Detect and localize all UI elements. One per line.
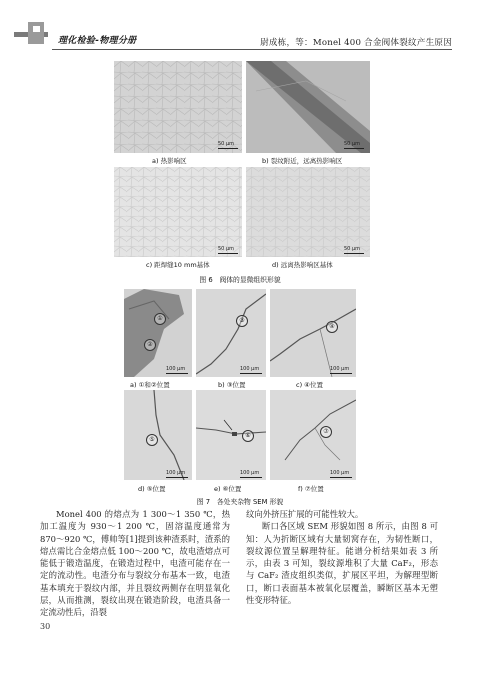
marker-5: ⑤ xyxy=(146,434,158,446)
sem-image xyxy=(196,390,266,480)
fig7-a-scalebar: 100 μm xyxy=(166,366,188,374)
fig7-f-caption: f) ⑦位置 xyxy=(298,485,324,493)
left-column xyxy=(40,508,230,619)
header-rule xyxy=(52,49,452,50)
fig6-panel-c xyxy=(114,167,242,257)
fig6-panel-a xyxy=(114,61,242,153)
fig7-c-scalebar: 100 μm xyxy=(330,366,352,374)
fig7-panel-b xyxy=(196,289,266,377)
fig6-a-scalebar: 50 μm xyxy=(218,141,238,149)
micrograph-image xyxy=(246,61,370,153)
micrograph-image xyxy=(246,167,370,257)
fig7-panel-c xyxy=(270,289,356,377)
fig7-panel-f xyxy=(270,390,356,480)
fig7-f-scalebar: 100 μm xyxy=(330,470,352,478)
sem-image xyxy=(270,289,356,377)
fig7-panel-d xyxy=(124,390,192,480)
fig6-b-caption: b) 裂纹附近，远离热影响区 xyxy=(262,157,343,165)
fig7-panel-e xyxy=(196,390,266,480)
right-continuation: 纹向外挤压扩展的可能性较大。 xyxy=(246,509,364,519)
fig6-c-caption: c) 距焊缝10 mm基体 xyxy=(146,261,210,269)
marker-6: ⑥ xyxy=(242,430,254,442)
sem-image xyxy=(196,289,266,377)
fig7-d-caption: d) ⑤位置 xyxy=(138,485,166,493)
running-head: 尉成栋，等：Monel 400 合金阀体裂纹产生原因 xyxy=(260,38,452,48)
fig7-c-caption: c) ④位置 xyxy=(296,381,324,389)
journal-logo-icon xyxy=(14,22,54,44)
left-paragraph: Monel 400 的熔点为 1 300～1 350 ℃，热加工温度为 930～1 200 ℃，固溶温度通常为 870～920 ℃，傅帅等[1]提到该种渣系时，渣系的熔点需比合金熔点低 100～200 ℃，故电渣熔点可能低于锻造温度，在锻造过程中，电渣可能存在一定的流动性。电渣分布与裂纹分布基本一致，电渣基本填充于裂纹内部，并且裂纹两侧存在明显氧化层，从而推测，裂纹出现在锻造阶段，电渣具备一定流动性后，沿裂 xyxy=(40,509,230,618)
sem-image xyxy=(124,390,192,480)
marker-4: ④ xyxy=(326,321,338,333)
marker-1: ① xyxy=(154,313,166,325)
fig7-caption: 图 7 各处夹杂物 SEM 形貌 xyxy=(196,498,284,506)
page-header xyxy=(0,0,480,46)
fig6-d-caption: d) 远离热影响区基体 xyxy=(272,261,333,269)
fig6-panel-b xyxy=(246,61,370,153)
right-paragraph: 断口各区域 SEM 形貌如图 8 所示，由图 8 可知：人为折断区域有大量韧窝存在，为韧性断口，裂纹源位置呈解理特征。能谱分析结果如表 3 所示，由表 3 可知，裂纹源堆积了大量 CaF₂，形态与 CaF₂ 渣皮组织类似，扩展区平坦，为解理型断口，断口表面基本被氧化层覆盖，瞬断区基本无塑性变形特征。 xyxy=(246,521,438,606)
fig6-caption: 图 6 阀体的显微组织形貌 xyxy=(199,276,281,284)
micrograph-image xyxy=(114,167,242,257)
fig6-d-scalebar: 50 μm xyxy=(344,246,364,254)
journal-name: 理化检验-物理分册 xyxy=(58,36,137,46)
fig7-d-scalebar: 100 μm xyxy=(166,470,188,478)
fig6-a-caption: a) 热影响区 xyxy=(152,157,187,165)
fig6-panel-d xyxy=(246,167,370,257)
marker-2: ② xyxy=(144,339,156,351)
sem-image xyxy=(124,289,192,377)
fig6-b-scalebar: 50 μm xyxy=(344,141,364,149)
right-column xyxy=(246,508,438,606)
fig7-panel-a xyxy=(124,289,192,377)
fig7-e-scalebar: 100 μm xyxy=(240,470,262,478)
sem-image xyxy=(270,390,356,480)
fig6-c-scalebar: 50 μm xyxy=(218,246,238,254)
fig7-a-caption: a) ①和②位置 xyxy=(130,381,170,389)
fig7-b-scalebar: 100 μm xyxy=(240,366,262,374)
marker-3: ③ xyxy=(236,315,248,327)
page-number: 30 xyxy=(40,622,51,631)
micrograph-image xyxy=(114,61,242,153)
fig7-e-caption: e) ⑥位置 xyxy=(214,485,242,493)
fig7-b-caption: b) ③位置 xyxy=(218,381,246,389)
marker-7: ⑦ xyxy=(320,426,332,438)
